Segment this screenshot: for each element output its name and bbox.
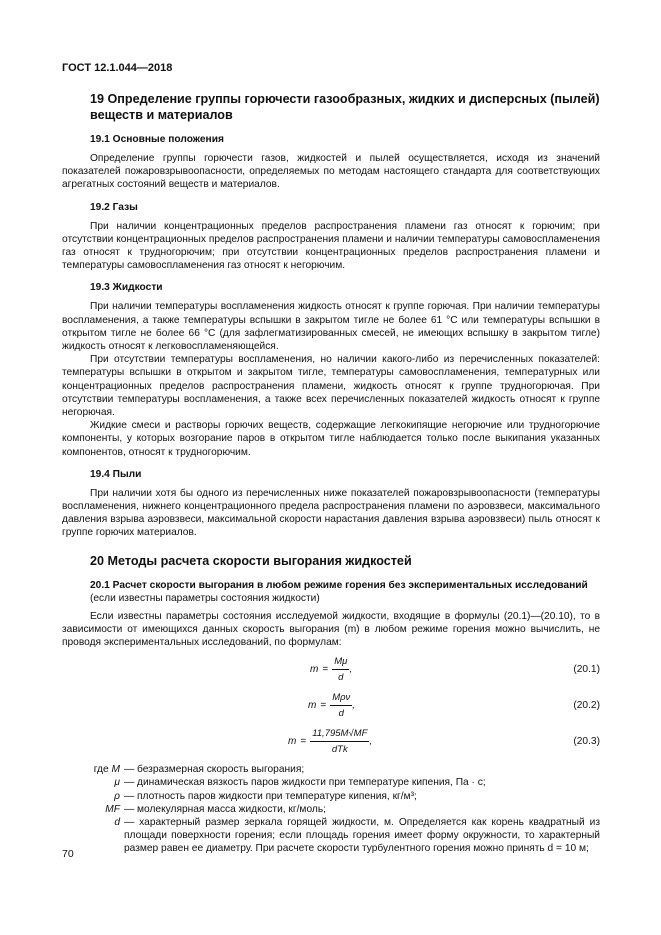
paragraph: При отсутствии температуры воспламенения, но наличии какого-либо из перечисленных показателей: температуры вспышки в открытом и закрытом тигле, температуры самовоспламенения, температурных или концентрационных пределов распространения пламени, жидкость относят к группе трудногорючая. При отсутствии температуры воспламенения, а также всех перечисленных показателей жидкость относят к группе негорючая. (62, 354, 600, 419)
formula-numerator: 11,795M√MF (310, 727, 369, 742)
definition-text: — динамическая вязкость паров жидкости при температуре кипения, Па · с; (124, 777, 486, 789)
formula-lhs: m (288, 736, 297, 748)
formula-20-2 (62, 691, 600, 721)
definition-row (62, 816, 600, 856)
document-code: ГОСТ 12.1.044—2018 (62, 62, 173, 74)
subsection-heading-bold: 20.1 Расчет скорости выгорания в любом режиме горения без экспериментальных исследований (90, 580, 588, 592)
subsection-heading: 19.1 Основные положения (90, 134, 224, 145)
formula-tail: , (352, 700, 356, 712)
formula-number: (20.1) (573, 664, 600, 676)
formula-eq: = (322, 664, 329, 676)
definition-symbol: ρ (114, 790, 120, 802)
formula-number: (20.2) (573, 700, 600, 712)
paragraph: При наличии температуры воспламенения жидкость относят к группе горючая. При наличии температуры воспламенения, а также температуры вспышки в закрытом тигле не более 61 °С или температуры вспышки в открытом тигле не более 66 °С (для зафлегматизированных смесей, не имеющих вспышку в закрытом тигле) жидкость относят к легковоспламеняющейся. (62, 301, 600, 353)
subsection-19-1 (62, 133, 600, 192)
definition-text: — безразмерная скорость выгорания; (124, 764, 305, 776)
definition-text: — плотность паров жидкости при температуре кипения, кг/м³; (124, 790, 417, 802)
paragraph: При наличии концентрационных пределов распространения пламени газ относят к горючим; при отсутствии концентрационных пределов распространения пламени и наличии температуры самовоспламенения газ относят к трудногорючим; при отсутствии концентрационных пределов распространения пламени и температуры самовоспламенения газ относят к негорючим. (62, 220, 600, 272)
paragraph: При наличии хотя бы одного из перечисленных ниже показателей пожаровзрывоопасности (температуры воспламенения, нижнего концентрационного предела распространения пламени по аэровзвеси, максимального давления взрыва аэровзвеси, максимальной скорости нарастания давления взрыва аэровзвеси) пыль относят к группе горючих материалов. (62, 487, 600, 539)
definition-row (62, 763, 600, 776)
formula-eq: = (300, 736, 307, 748)
paragraph: Если известны параметры состояния исследуемой жидкости, входящие в формулы (20.1)—(20.10), то в зависимости от имеющихся данных скорость выгорания (m) в любом режиме горения можно вычислить, не проводя экспериментальных исследований, по формулам: (62, 610, 600, 648)
definition-row (62, 776, 600, 789)
definitions-intro: где (93, 764, 109, 776)
formula-lhs: m (308, 700, 317, 712)
definition-text: — молекулярная масса жидкости, кг/моль; (124, 803, 326, 815)
formula-lhs: m (310, 664, 319, 676)
definition-row (62, 790, 600, 803)
subsection-19-3 (62, 281, 600, 458)
definition-text: — характерный размер зеркала горящей жидкости, м. Определяется как корень квадратный из площади поверхности горения; если площадь горения имеет форму окружности, то характерный размер равен ее диаметру. При расчете скорости турбулентного горения можно принять d = 10 м; (124, 817, 600, 855)
formula-denominator: d (338, 708, 344, 720)
formula-eq: = (320, 700, 327, 712)
formula-denominator: dTk (331, 744, 348, 756)
subsection-19-4 (62, 468, 600, 540)
paragraph: Жидкие смеси и растворы горючих веществ, содержащие легкокипящие негорючие или трудногорючие компоненты, у которых возгорание паров в открытом тигле наблюдается только после выкипания указанных компонентов, относят к трудногорючим. (62, 420, 600, 458)
formula-number: (20.3) (573, 736, 600, 748)
paragraph: Определение группы горючести газов, жидкостей и пылей осуществляется, исходя из значений показателей пожаровзрывоопасности, определяемых по методам настоящего стандарта для соответствующих агрегатных состояний веществ и материалов. (62, 153, 600, 191)
subsection-heading: 19.4 Пыли (90, 468, 142, 480)
definition-symbol: M (111, 764, 120, 776)
formula-numerator: Mρν (330, 691, 352, 706)
page-body (62, 92, 600, 856)
definition-symbol: MF (105, 803, 120, 815)
section-19-title: 19 Определение группы горючести газообразных, жидких и дисперсных (пылей) веществ и материалов (90, 92, 600, 122)
subsection-19-2 (62, 201, 600, 273)
subsection-heading-rest: (если известны параметры состояния жидкости) (90, 593, 320, 605)
formula-numerator: Mμ (332, 655, 349, 670)
formula-20-3 (62, 727, 600, 757)
formula-denominator: d (338, 672, 344, 684)
subsection-20-1-heading (90, 579, 600, 605)
formula-20-1 (62, 655, 600, 685)
subsection-heading: 19.3 Жидкости (90, 282, 163, 294)
formula-tail: , (369, 736, 373, 748)
formula-tail: , (349, 664, 353, 676)
definition-symbol: d (114, 817, 120, 828)
variable-definitions (62, 763, 600, 855)
section-20-title: 20 Методы расчета скорости выгорания жидкостей (90, 553, 412, 568)
subsection-heading: 19.2 Газы (90, 201, 138, 213)
definition-row (62, 803, 600, 816)
definition-symbol: μ (114, 777, 120, 789)
page-number: 70 (62, 848, 74, 860)
